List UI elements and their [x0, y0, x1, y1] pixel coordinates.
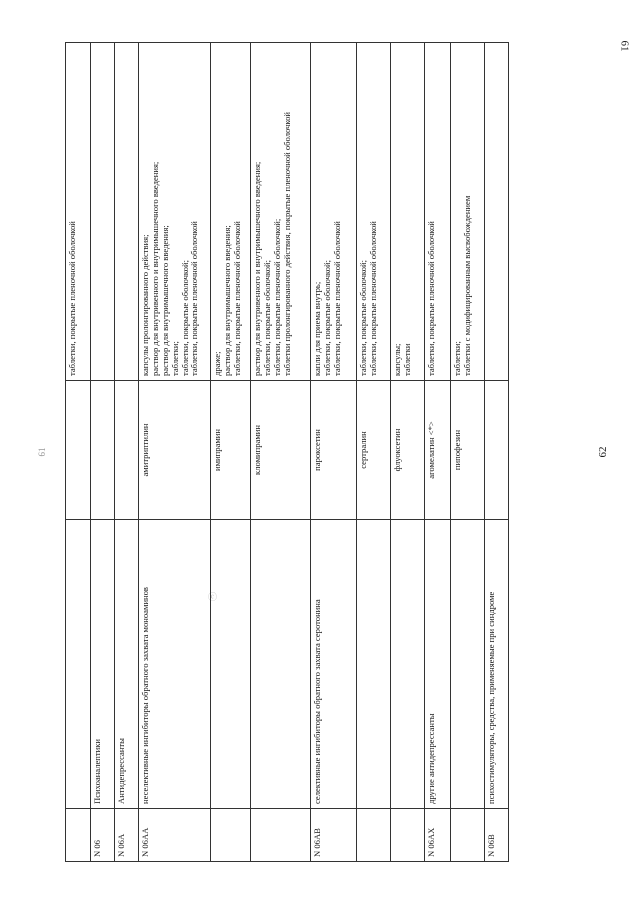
code-cell	[66, 809, 91, 862]
code-cell	[391, 809, 425, 862]
form-cell	[115, 43, 139, 381]
group-cell	[391, 520, 425, 809]
table-row-continuation	[66, 43, 91, 862]
drug-cell: пипофезин	[451, 381, 485, 520]
group-cell: Психоаналептики	[91, 520, 115, 809]
drug-cell: пароксетин	[311, 381, 357, 520]
group-cell: другие антидепрессанты	[425, 520, 451, 809]
group-cell	[66, 520, 91, 809]
drug-cell: амитриптилин	[139, 381, 211, 520]
table-row	[357, 43, 391, 862]
code-cell: N 06AB	[311, 809, 357, 862]
scan-mark: ⓒ	[208, 592, 218, 602]
table-row	[451, 43, 485, 862]
form-cell: таблетки, покрытые пленочной оболочкой	[425, 43, 451, 381]
table-row	[91, 43, 115, 862]
table-row	[211, 43, 251, 862]
form-cell: таблетки; таблетки с модифицированным высвобождением	[451, 43, 485, 381]
table-row	[115, 43, 139, 862]
code-cell	[251, 809, 311, 862]
form-cell: капли для приема внутрь; таблетки, покрытые оболочкой; таблетки, покрытые пленочной оболочкой	[311, 43, 357, 381]
form-cell: таблетки, покрытые пленочной оболочкой	[66, 43, 91, 381]
drug-cell	[66, 381, 91, 520]
form-cell: таблетки, покрытые оболочкой; таблетки, покрытые пленочной оболочкой	[357, 43, 391, 381]
group-cell	[251, 520, 311, 809]
group-cell: селективные ингибиторы обратного захвата серотонина	[311, 520, 357, 809]
form-cell: драже; раствор для внутримышечного введения; таблетки, покрытые пленочной оболочкой	[211, 43, 251, 381]
drug-cell	[91, 381, 115, 520]
group-cell: Антидепрессанты	[115, 520, 139, 809]
form-cell	[485, 43, 509, 381]
table-row	[251, 43, 311, 862]
code-cell: N 06A	[115, 809, 139, 862]
table-row	[139, 43, 211, 862]
form-cell: раствор для внутривенного и внутримышечного введения; таблетки, покрытые оболочкой; таблетки, покрытые пленочной оболочкой; таблетки пролонгированного действия, покрытые пленочной оболочкой	[251, 43, 311, 381]
group-cell	[357, 520, 391, 809]
code-cell	[211, 809, 251, 862]
code-cell: N 06B	[485, 809, 509, 862]
drug-cell	[485, 381, 509, 520]
group-cell	[451, 520, 485, 809]
drug-cell: имипрамин	[211, 381, 251, 520]
code-cell	[357, 809, 391, 862]
code-cell: N 06	[91, 809, 115, 862]
form-cell	[91, 43, 115, 381]
code-cell	[451, 809, 485, 862]
drug-cell: агомелатин <*>	[425, 381, 451, 520]
table-row	[391, 43, 425, 862]
drug-cell: сертралин	[357, 381, 391, 520]
code-cell: N 06AX	[425, 809, 451, 862]
group-cell: психостимуляторы, средства, применяемые при синдроме	[485, 520, 509, 809]
page-number: 62	[597, 446, 609, 458]
drug-table	[65, 42, 509, 862]
table-row	[311, 43, 357, 862]
drug-cell: флуоксетин	[391, 381, 425, 520]
form-cell: капсулы пролонгированного действия; раствор для внутривенного и внутримышечного введения; раствор для внутримышечного введения; таблетки; таблетки, покрытые оболочкой; таблетки, покрытые пленочной оболочкой	[139, 43, 211, 381]
table-row	[485, 43, 509, 862]
page-number-faint: 61	[37, 447, 47, 457]
code-cell: N 06AA	[139, 809, 211, 862]
table-row	[425, 43, 451, 862]
rotated-page	[37, 42, 609, 862]
drug-cell	[115, 381, 139, 520]
group-cell: неселективные ингибиторы обратного захвата моноаминов	[139, 520, 211, 809]
form-cell: капсулы; таблетки	[391, 43, 425, 381]
drug-cell: кломипрамин	[251, 381, 311, 520]
group-cell	[211, 520, 251, 809]
page-number-corner: 61	[618, 40, 631, 52]
